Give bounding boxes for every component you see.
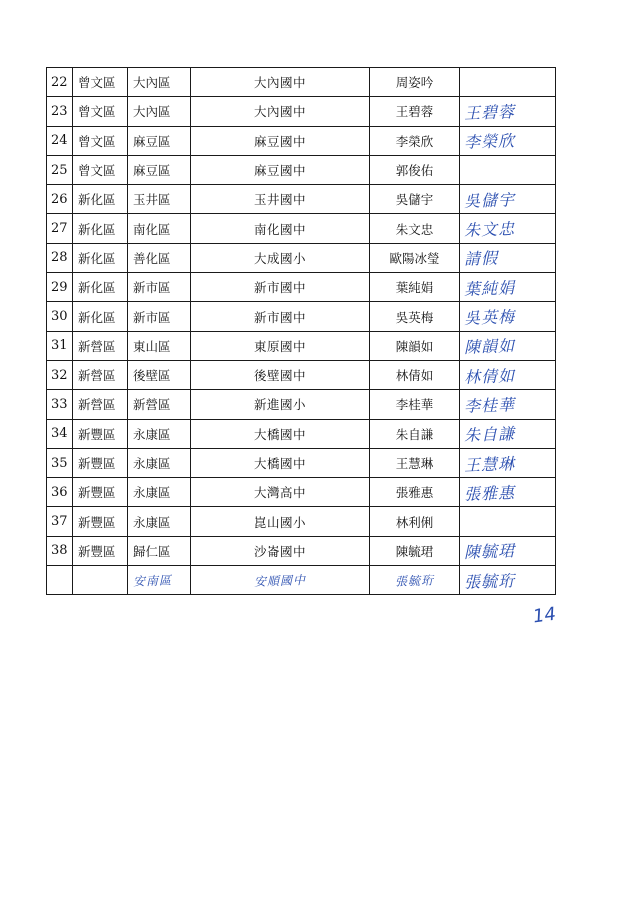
signature-cell <box>460 243 556 272</box>
handwritten-signature: 王碧蓉 <box>463 102 516 123</box>
signature-cell <box>460 566 556 595</box>
teacher-name-text: 朱自謙 <box>395 426 434 442</box>
district-text: 曾文區 <box>78 75 116 91</box>
teacher-name-cell <box>370 155 460 184</box>
district-cell <box>73 302 128 331</box>
district-cell <box>73 507 128 536</box>
teacher-name-text: 林倩如 <box>395 368 434 384</box>
table-row <box>47 478 556 507</box>
signature-cell <box>460 68 556 97</box>
signature-cell <box>460 331 556 360</box>
signature-cell <box>460 507 556 536</box>
handwritten-signature: 張雅惠 <box>463 482 516 504</box>
school-text: 大橋國中 <box>253 456 306 471</box>
row-number-cell <box>47 507 73 536</box>
row-number-cell <box>47 302 73 331</box>
row-number-cell <box>47 360 73 389</box>
row-number-text: 29 <box>51 279 68 295</box>
handwritten-entry: 安順國中 <box>253 572 307 589</box>
school-cell <box>191 97 370 126</box>
district-cell <box>73 185 128 214</box>
signature-cell <box>460 214 556 243</box>
row-number-cell <box>47 536 73 565</box>
table-row <box>47 185 556 214</box>
row-number-cell <box>47 126 73 155</box>
district-cell <box>73 360 128 389</box>
school-cell <box>191 273 370 302</box>
teacher-name-cell <box>370 331 460 360</box>
area-text: 永康區 <box>133 456 171 471</box>
district-text: 新化區 <box>78 192 116 208</box>
table-row <box>47 68 556 97</box>
teacher-name-text: 郭俊佑 <box>395 163 434 179</box>
table-row <box>47 360 556 389</box>
handwritten-signature: 陳毓珺 <box>463 541 516 563</box>
area-cell <box>128 566 191 595</box>
row-number-cell <box>47 97 73 126</box>
teacher-name-text: 吳儲宇 <box>395 192 434 208</box>
area-text: 永康區 <box>133 426 171 442</box>
row-number-text: 37 <box>51 514 68 530</box>
school-cell <box>191 214 370 243</box>
signature-cell <box>460 155 556 184</box>
school-cell <box>191 566 370 595</box>
signature-cell <box>460 419 556 448</box>
school-text: 玉井國中 <box>253 192 306 208</box>
teacher-name-cell <box>370 68 460 97</box>
table-row <box>47 536 556 565</box>
row-number-cell <box>47 331 73 360</box>
handwritten-signature: 朱文忠 <box>463 219 516 241</box>
teacher-name-cell <box>370 360 460 389</box>
attendance-table-body <box>47 68 556 595</box>
area-cell <box>128 536 191 565</box>
district-cell <box>73 214 128 243</box>
school-text: 麻豆國中 <box>253 163 306 179</box>
district-text: 曾文區 <box>78 104 116 120</box>
row-number-text: 34 <box>51 426 68 442</box>
area-cell <box>128 419 191 448</box>
area-cell <box>128 390 191 419</box>
attendance-table <box>46 67 556 595</box>
area-cell <box>128 331 191 360</box>
table-row <box>47 243 556 272</box>
handwritten-signature: 葉純娟 <box>463 277 516 299</box>
district-text: 新化區 <box>78 309 116 325</box>
table-row <box>47 566 556 595</box>
district-cell <box>73 566 128 595</box>
area-text: 新市區 <box>133 280 171 296</box>
school-cell <box>191 331 370 360</box>
row-number-cell <box>47 448 73 477</box>
school-text: 南化國中 <box>253 221 306 237</box>
teacher-name-cell <box>370 419 460 448</box>
handwritten-signature: 李榮欣 <box>463 131 516 153</box>
district-cell <box>73 273 128 302</box>
teacher-name-cell <box>370 536 460 565</box>
school-text: 麻豆國中 <box>253 133 306 149</box>
teacher-name-cell <box>370 273 460 302</box>
table-row <box>47 331 556 360</box>
district-cell <box>73 331 128 360</box>
area-text: 大內區 <box>133 75 171 91</box>
district-cell <box>73 536 128 565</box>
teacher-name-cell <box>370 566 460 595</box>
signature-cell <box>460 302 556 331</box>
row-number-cell <box>47 273 73 302</box>
row-number-cell <box>47 214 73 243</box>
area-text: 後壁區 <box>133 368 171 384</box>
row-number-cell <box>47 390 73 419</box>
school-text: 崑山國小 <box>253 514 306 530</box>
teacher-name-text: 周姿吟 <box>395 75 434 91</box>
teacher-name-text: 李桂華 <box>395 397 434 413</box>
row-number-cell <box>47 155 73 184</box>
school-cell <box>191 419 370 448</box>
table-row <box>47 419 556 448</box>
school-text: 新進國小 <box>253 397 306 413</box>
school-cell <box>191 243 370 272</box>
teacher-name-text: 歐陽冰瑩 <box>389 250 440 266</box>
area-cell <box>128 302 191 331</box>
area-cell <box>128 126 191 155</box>
teacher-name-cell <box>370 185 460 214</box>
district-text: 新營區 <box>78 397 116 413</box>
row-number-text: 27 <box>51 221 68 237</box>
district-text: 新營區 <box>78 338 116 354</box>
teacher-name-text: 陳韻如 <box>395 338 434 354</box>
row-number-text: 26 <box>51 191 68 207</box>
handwritten-signature: 王慧琳 <box>463 453 516 475</box>
row-number-cell <box>47 243 73 272</box>
school-text: 新市國中 <box>253 309 306 325</box>
area-cell <box>128 185 191 214</box>
teacher-name-text: 王碧蓉 <box>395 104 434 120</box>
teacher-name-cell <box>370 302 460 331</box>
area-cell <box>128 360 191 389</box>
teacher-name-text: 朱文忠 <box>395 221 434 237</box>
school-cell <box>191 448 370 477</box>
row-number-text: 25 <box>51 162 68 178</box>
row-number-text: 22 <box>51 74 68 90</box>
area-text: 玉井區 <box>133 192 171 208</box>
district-text: 新豐區 <box>78 543 116 559</box>
area-cell <box>128 507 191 536</box>
handwritten-signature: 陳韻如 <box>463 336 516 358</box>
signature-cell <box>460 478 556 507</box>
teacher-name-cell <box>370 243 460 272</box>
district-cell <box>73 243 128 272</box>
row-number-text: 23 <box>51 103 68 119</box>
teacher-name-cell <box>370 478 460 507</box>
teacher-name-text: 葉純娟 <box>395 280 434 296</box>
table-row <box>47 97 556 126</box>
row-number-text: 31 <box>51 338 68 354</box>
district-cell <box>73 126 128 155</box>
handwritten-signature: 請假 <box>463 248 499 270</box>
table-row <box>47 273 556 302</box>
row-number-text: 24 <box>51 133 68 149</box>
row-number-cell <box>47 68 73 97</box>
handwritten-signature: 張毓珩 <box>463 570 516 592</box>
area-cell <box>128 214 191 243</box>
teacher-name-cell <box>370 448 460 477</box>
table-row <box>47 126 556 155</box>
row-number-text: 33 <box>51 396 68 412</box>
handwritten-signature: 林倩如 <box>463 365 516 387</box>
district-text: 新豐區 <box>78 426 116 442</box>
area-cell <box>128 478 191 507</box>
district-text: 新豐區 <box>78 485 116 501</box>
row-number-text: 30 <box>51 309 68 325</box>
area-cell <box>128 155 191 184</box>
district-cell <box>73 97 128 126</box>
school-text: 大內國中 <box>253 104 306 120</box>
row-number-cell <box>47 185 73 214</box>
area-cell <box>128 243 191 272</box>
area-cell <box>128 448 191 477</box>
school-cell <box>191 68 370 97</box>
teacher-name-text: 陳毓珺 <box>395 543 434 559</box>
handwritten-entry: 安南區 <box>132 573 173 589</box>
teacher-name-text: 王慧琳 <box>395 456 434 471</box>
signature-cell <box>460 536 556 565</box>
school-text: 大內國中 <box>253 75 306 91</box>
signature-cell <box>460 360 556 389</box>
area-text: 東山區 <box>133 338 171 354</box>
school-text: 新市國中 <box>253 280 306 296</box>
school-cell <box>191 507 370 536</box>
teacher-name-cell <box>370 126 460 155</box>
signature-cell <box>460 185 556 214</box>
school-cell <box>191 185 370 214</box>
school-text: 東原國中 <box>253 338 306 354</box>
handwritten-signature: 吳英梅 <box>463 307 516 328</box>
district-cell <box>73 390 128 419</box>
area-text: 永康區 <box>133 514 171 530</box>
handwritten-entry: 張毓珩 <box>394 573 435 589</box>
district-cell <box>73 478 128 507</box>
school-text: 大灣高中 <box>253 485 306 501</box>
row-number-text: 38 <box>51 543 68 559</box>
teacher-name-cell <box>370 214 460 243</box>
handwritten-signature: 朱自謙 <box>463 424 516 446</box>
district-cell <box>73 419 128 448</box>
row-number-text: 28 <box>51 250 68 266</box>
area-text: 善化區 <box>133 250 171 266</box>
school-cell <box>191 360 370 389</box>
school-cell <box>191 302 370 331</box>
table-row <box>47 448 556 477</box>
district-text: 新化區 <box>78 221 116 237</box>
district-text: 新化區 <box>78 280 116 296</box>
district-cell <box>73 448 128 477</box>
teacher-name-text: 吳英梅 <box>395 309 434 325</box>
teacher-name-text: 張雅惠 <box>395 485 434 501</box>
school-cell <box>191 536 370 565</box>
handwritten-page-number: 14 <box>531 603 558 628</box>
teacher-name-cell <box>370 97 460 126</box>
row-number-text: 32 <box>51 367 68 383</box>
table-row <box>47 155 556 184</box>
teacher-name-text: 李榮欣 <box>395 133 434 149</box>
district-text: 新營區 <box>78 368 116 384</box>
area-text: 麻豆區 <box>133 133 171 149</box>
school-cell <box>191 478 370 507</box>
district-cell <box>73 155 128 184</box>
teacher-name-cell <box>370 390 460 419</box>
district-text: 新豐區 <box>78 456 116 471</box>
signature-cell <box>460 97 556 126</box>
table-row <box>47 507 556 536</box>
district-text: 曾文區 <box>78 163 116 179</box>
row-number-cell <box>47 419 73 448</box>
area-text: 新市區 <box>133 309 171 325</box>
table-row <box>47 302 556 331</box>
signature-cell <box>460 126 556 155</box>
school-cell <box>191 126 370 155</box>
signature-cell <box>460 448 556 477</box>
area-cell <box>128 68 191 97</box>
district-text: 新化區 <box>78 250 116 266</box>
district-cell <box>73 68 128 97</box>
area-text: 大內區 <box>133 104 171 120</box>
school-cell <box>191 390 370 419</box>
table-row <box>47 214 556 243</box>
district-text: 曾文區 <box>78 133 116 149</box>
school-cell <box>191 155 370 184</box>
school-text: 後壁國中 <box>253 368 306 384</box>
row-number-cell <box>47 478 73 507</box>
district-text: 新豐區 <box>78 514 116 530</box>
area-text: 歸仁區 <box>133 543 171 559</box>
row-number-text: 35 <box>51 455 68 471</box>
row-number-text: 36 <box>51 484 68 500</box>
area-text: 新營區 <box>133 397 171 413</box>
area-text: 南化區 <box>133 221 171 237</box>
row-number-cell <box>47 566 73 595</box>
area-cell <box>128 273 191 302</box>
area-text: 永康區 <box>133 485 171 501</box>
school-text: 沙崙國中 <box>253 543 306 559</box>
signature-cell <box>460 273 556 302</box>
area-cell <box>128 97 191 126</box>
school-text: 大橋國中 <box>253 426 306 442</box>
school-text: 大成國小 <box>253 250 306 266</box>
handwritten-signature: 吳儲宇 <box>463 189 516 211</box>
teacher-name-text: 林利俐 <box>395 514 434 530</box>
area-text: 麻豆區 <box>133 163 171 179</box>
handwritten-signature: 李桂華 <box>463 395 516 416</box>
teacher-name-cell <box>370 507 460 536</box>
signature-cell <box>460 390 556 419</box>
table-row <box>47 390 556 419</box>
